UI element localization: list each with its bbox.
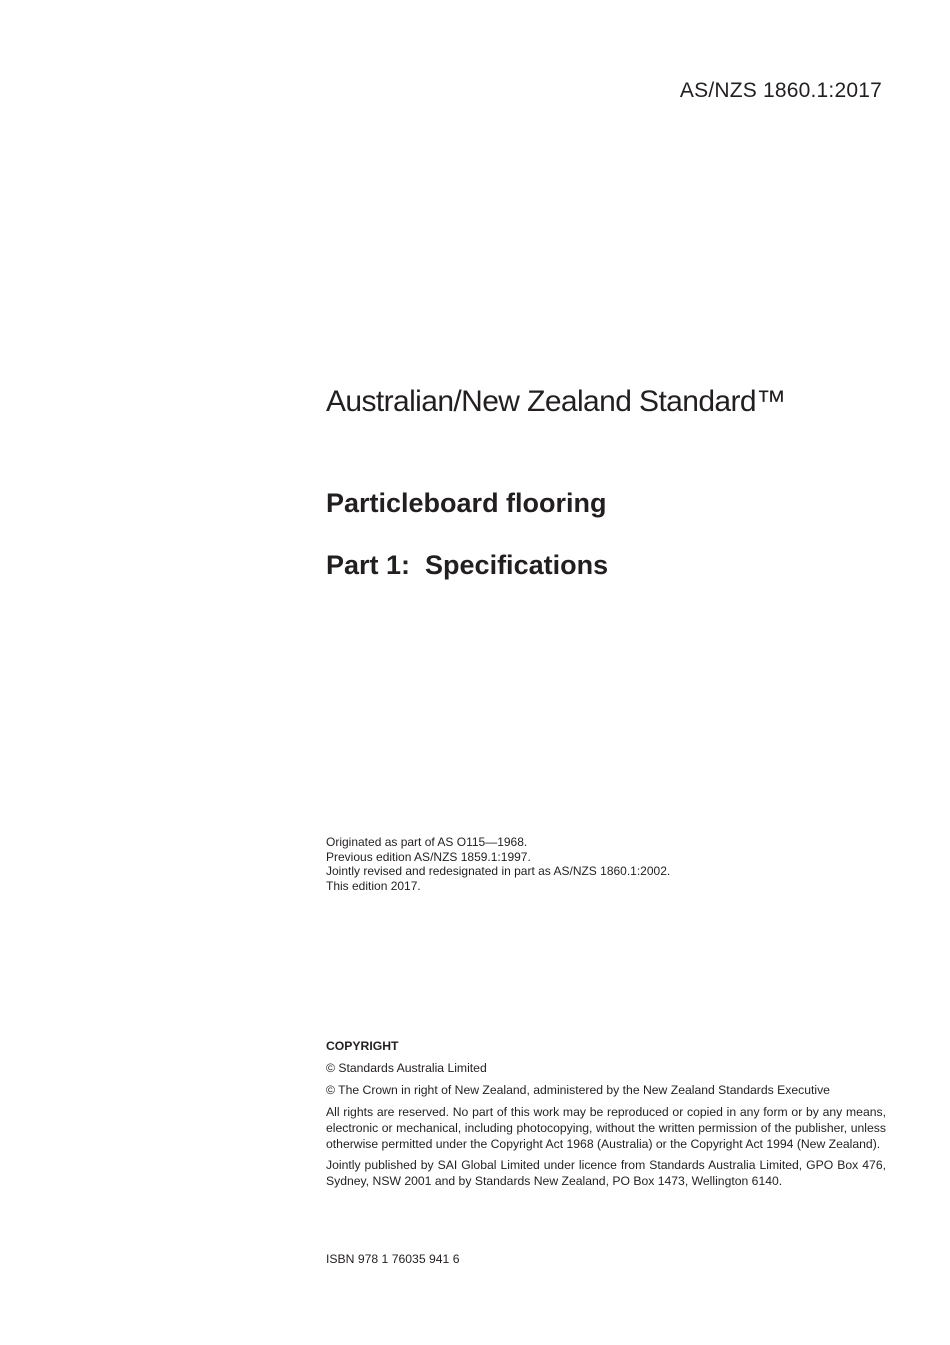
copyright-owner-new-zealand: © The Crown in right of New Zealand, administered by the New Zealand Standards Executive bbox=[326, 1083, 830, 1097]
history-line: Previous edition AS/NZS 1859.1:1997. bbox=[326, 849, 531, 864]
copyright-owner-australia: © Standards Australia Limited bbox=[326, 1061, 487, 1075]
history-line: This edition 2017. bbox=[326, 879, 421, 894]
document-part: Part 1: Specifications bbox=[326, 550, 609, 580]
copyright-block bbox=[326, 1038, 886, 1194]
history-line: Jointly revised and redesignated in part as AS/NZS 1860.1:2002. bbox=[326, 864, 671, 879]
series-title: Australian/New Zealand Standard™ bbox=[326, 385, 786, 418]
publisher-statement: Jointly published by SAI Global Limited under licence from Standards Australia Limited, GPO Box 476, Sydney, NSW 2001 and by Standards New Zealand, PO Box 1473, Wellington 6140. bbox=[326, 1158, 886, 1188]
history-line: Originated as part of AS O115—1968. bbox=[326, 835, 528, 849]
rights-statement: All rights are reserved. No part of this work may be reproduced or copied in any form or by any means, electronic or mechanical, including photocopying, without the written permission of the publisher, unless otherwise permitted under the Copyright Act 1968 (Australia) or the Copyright Act 1994 (New Zealand). bbox=[326, 1105, 886, 1151]
document-title: Particleboard flooring bbox=[326, 488, 607, 518]
edition-history bbox=[326, 835, 670, 894]
standard-number: AS/NZS 1860.1:2017 bbox=[679, 79, 882, 102]
isbn: ISBN 978 1 76035 941 6 bbox=[326, 1252, 460, 1266]
copyright-heading: COPYRIGHT bbox=[326, 1039, 399, 1053]
